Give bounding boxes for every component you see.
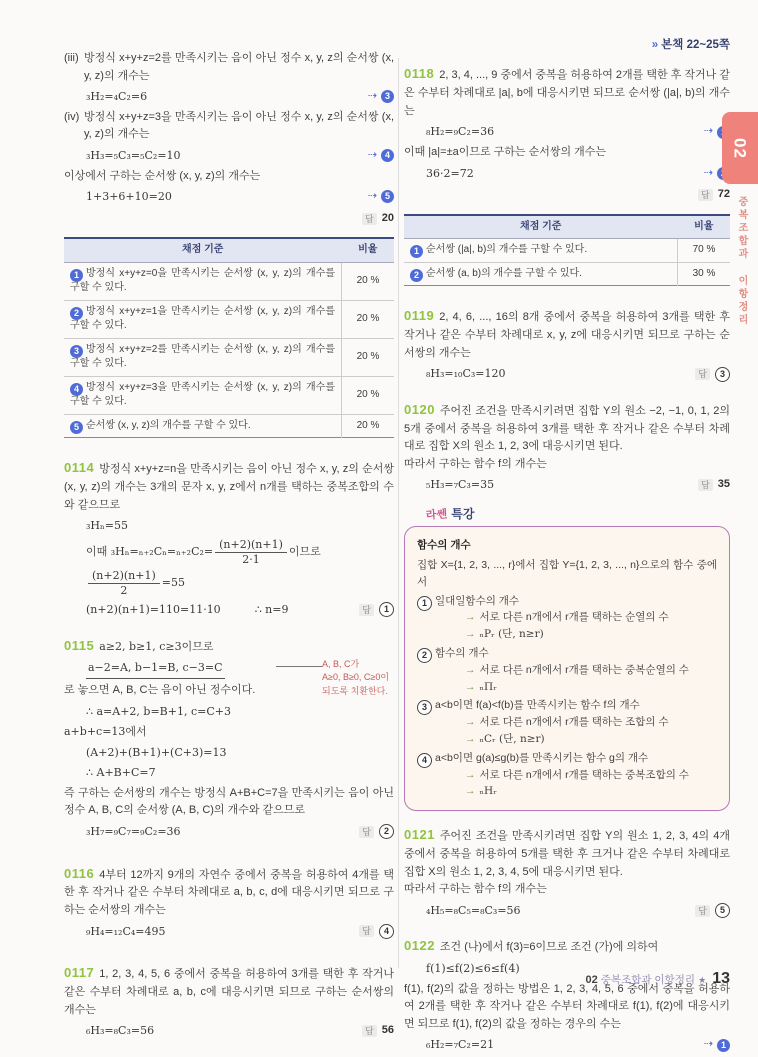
criteria-header: 채점 기준 — [404, 215, 678, 239]
problem-body: 2, 3, 4, ..., 9 중에서 중복을 허용하여 2개를 택한 후 작거나 같은 수부터 차례대로 |a|, b에 대응시키면 되므로 순서쌍 (|a|, b)의 개수는 — [404, 69, 730, 117]
answer-circled: 2 — [379, 824, 394, 839]
lecture-item: 2 함수의 개수 → 서로 다른 n개에서 r개를 택하는 중복순열의 수 → ₙΠᵣ — [417, 645, 717, 695]
fraction: $\frac{(n+2)(n+1)}{2\cdot 1}$ — [215, 538, 287, 567]
page-footer — [404, 966, 730, 992]
row-badge: 3 — [70, 345, 83, 358]
answer-circled: 5 — [715, 903, 730, 918]
row-badge: 5 — [70, 421, 83, 434]
dashed-arrow-icon: ⇢ — [703, 1038, 713, 1051]
right-column — [404, 36, 730, 1057]
criteria-text: 순서쌍 (x, y, z)의 개수를 구할 수 있다. — [86, 419, 251, 431]
row-badge: 1 — [70, 269, 83, 282]
criteria-text: 순서쌍 (|a|, b)의 개수를 구할 수 있다. — [426, 244, 588, 256]
row-badge: 4 — [70, 383, 83, 396]
lecture-item: 4 a<b이면 g(a)≤g(b)를 만족시키는 함수 g의 개수 → 서로 다른 n개에서 r개를 택하는 중복조합의 수 → ₙHᵣ — [417, 750, 717, 800]
chapter-number: 02 — [730, 137, 750, 159]
substitution-underlined: a−2=A, b−1=B, c−3=C — [86, 659, 225, 679]
formula: (A+2)+(B+1)+(C+3)=13 — [86, 745, 227, 759]
margin-note: A, B, C가 A≥0, B≥0, C≥0이 되도록 치환한다. — [322, 658, 390, 696]
case-iii-text: (iii) 방정식 x+y+z=2를 만족시키는 음이 아닌 정수 x, y, z의 순서쌍 (x, y, z)의 개수는 — [64, 52, 394, 82]
line: 따라서 구하는 함수 f의 개수는 — [404, 457, 547, 470]
answer-row — [64, 210, 394, 228]
grading-table-right — [404, 214, 730, 287]
problem-body: 조건 (나)에서 f(3)=6이므로 조건 (가)에 의하여 — [439, 941, 659, 954]
step-badge: 1 — [717, 1039, 730, 1052]
lecture-item: 3 a<b이면 f(a)<f(b)를 만족시키는 함수 f의 개수 → 서로 다른 n개에서 r개를 택하는 조합의 수 → ₙCᵣ (단, n≥r) — [417, 697, 717, 747]
ratio-value: 20 % — [342, 376, 395, 414]
note-connector-line — [276, 666, 322, 667]
formula-row: ₆H₂=₇C₂=21 ⇢ 1 — [404, 1036, 730, 1054]
chevron-icon: » — [651, 39, 659, 51]
grading-table-left — [64, 237, 394, 438]
problem-0118 — [404, 64, 730, 203]
chapter-title-vertical: 중복조합과 이항정리 — [736, 196, 747, 327]
problem-number: 0117 — [64, 965, 95, 981]
special-lecture — [404, 505, 730, 811]
problem-0119 — [404, 306, 730, 383]
answer-box-icon: 답 — [695, 905, 710, 917]
problem-0116 — [64, 864, 394, 941]
item-number: 1 — [417, 596, 432, 611]
formula: ₃Hₙ=55 — [86, 519, 128, 533]
problem-number: 0118 — [404, 66, 435, 82]
problem-number: 0119 — [404, 308, 435, 324]
problem-number: 0115 — [64, 637, 95, 653]
case-iii-label: (iii) — [64, 52, 79, 64]
dashed-arrow-icon: ⇢ — [367, 148, 377, 161]
final-line: ₄H₅=₈C₅=₈C₃=56 답 5 — [404, 902, 730, 920]
answer-row — [404, 186, 730, 204]
item-head: a<b이면 g(a)≤g(b)를 만족시키는 함수 g의 개수 — [435, 751, 649, 764]
criteria-text: 방정식 x+y+z=3을 만족시키는 순서쌍 (x, y, z)의 개수를 구할 수 있다. — [70, 381, 335, 408]
ratio-value: 20 % — [342, 300, 395, 338]
case-iv-label: (iv) — [64, 110, 80, 123]
final-line: ₅H₃=₇C₃=35 답 35 — [404, 476, 730, 494]
problem-number: 0122 — [404, 938, 435, 954]
problem-body: 방정식 x+y+z=n을 만족시키는 음이 아닌 정수 x, y, z의 순서쌍 (x, y, z)의 개수는 3개의 문자 x, y, z에서 n개를 택하는 중복조합의 수와 같으므로 — [64, 463, 394, 511]
item-head: 함수의 개수 — [435, 646, 489, 659]
problem-0120 — [404, 400, 730, 494]
problem-0121 — [404, 825, 730, 919]
answer-circled: 4 — [379, 924, 394, 939]
final-line: ₉H₄=₁₂C₄=495 답 4 — [64, 923, 394, 941]
step-marker — [368, 188, 394, 206]
page-reference: » 본책 22~25쪽 — [651, 39, 730, 51]
ratio-value: 20 % — [342, 338, 395, 376]
dashed-arrow-icon: ⇢ — [367, 90, 377, 103]
ratio-value: 70 % — [678, 239, 731, 263]
item-number: 4 — [417, 753, 432, 768]
criteria-text: 방정식 x+y+z=0을 만족시키는 순서쌍 (x, y, z)의 개수를 구할 수 있다. — [70, 267, 335, 294]
problem-body: 주어진 조건을 만족시키려면 집합 Y의 원소 1, 2, 3, 4의 4개 중에서 중복을 허용하여 5개를 택한 후 크거나 같은 수부터 차례대로 집합 X의 원소 1, 2, 3, 4, 5에 대응시키면 된다. — [404, 830, 730, 878]
final-line: ₈H₃=₁₀C₃=120 답 3 — [404, 365, 730, 383]
left-column — [64, 50, 394, 1043]
answer-box-icon: 답 — [359, 604, 374, 616]
table-row — [64, 376, 394, 414]
answer-box-icon: 답 — [362, 1025, 377, 1037]
problem-body: 4부터 12까지 9개의 자연수 중에서 중복을 허용하여 4개를 택한 후 작거나 같은 수부터 차례대로 a, b, c, d에 대응시키면 되므로 구하는 순서쌍의 개수는 — [64, 868, 394, 917]
answer-value: 72 — [717, 188, 730, 201]
arrow-icon: → — [465, 611, 476, 624]
grading-header — [64, 238, 394, 262]
problem-0122 — [404, 936, 730, 1054]
step-badge: 5 — [381, 190, 394, 203]
lecture-tag — [426, 505, 730, 524]
formula: 1+3+6+10=20 — [86, 190, 172, 204]
answer-value: 20 — [381, 211, 394, 224]
case-iii-formula-row — [64, 88, 394, 106]
step-marker — [368, 88, 394, 106]
star-icon: ★ — [698, 975, 707, 985]
line: 이때 |a|=±a이므로 구하는 순서쌍의 개수는 — [404, 145, 607, 158]
problem-number: 0121 — [404, 827, 435, 843]
line: f(1), f(2)의 값을 정하는 방법은 1, 2, 3, 4, 5, 6 중에서 중복을 허용하여 2개를 택한 후 작거나 같은 수부터 차례대로 f(1), f(2)에 대응시키면 되므로 f(1), f(2)의 값을 정하는 경우의 수는 — [404, 982, 730, 1030]
footer-chapter-number: 02 — [585, 974, 598, 986]
step-badge: 4 — [381, 149, 394, 162]
answer-box-icon: 답 — [359, 826, 374, 838]
problem-number: 0114 — [64, 460, 95, 476]
formula-with-fraction: 이때 ₃Hₙ=ₙ₊₂Cₙ=ₙ₊₂C₂= $\frac{(n+2)(n+1)}{2\cdot 1}$ 이므로 — [86, 537, 321, 566]
arrow-icon: → — [465, 663, 476, 676]
criteria-text: 방정식 x+y+z=2를 만족시키는 순서쌍 (x, y, z)의 개수를 구할 수 있다. — [70, 343, 335, 370]
criteria-header: 채점 기준 — [64, 238, 342, 262]
dashed-arrow-icon: ⇢ — [367, 190, 377, 203]
formula-row: ₈H₂=₉C₂=36 ⇢ — [404, 123, 730, 141]
final-line: ₆H₃=₈C₃=56 답 56 — [64, 1022, 394, 1040]
case-iv-formula-row — [64, 147, 394, 165]
lecture-item: 1 일대일함수의 개수 → 서로 다른 n개에서 r개를 택하는 순열의 수 → ₙPᵣ (단, n≥r) — [417, 593, 717, 643]
line: a+b+c=13에서 — [64, 725, 147, 739]
problem-0115 — [64, 636, 394, 841]
line: 로 놓으면 A, B, C는 음이 아닌 정수이다. — [64, 683, 256, 696]
table-row — [64, 300, 394, 338]
formula: ₃H₃=₅C₃=₅C₂=10 — [86, 148, 181, 162]
row-badge: 2 — [410, 269, 423, 282]
grading-header — [404, 215, 730, 239]
problem-body: a≥2, b≥1, c≥3이므로 — [99, 639, 214, 653]
criteria-text: 순서쌍 (a, b)의 개수를 구할 수 있다. — [426, 267, 582, 279]
answer-value: 35 — [717, 478, 730, 491]
formula: ∴ A+B+C=7 — [86, 766, 156, 780]
problem-number: 0120 — [404, 401, 435, 417]
arrow-icon: → — [465, 785, 476, 798]
sum-formula-row — [64, 188, 394, 206]
fraction: $\frac{(n+2)(n+1)}{2}$ — [88, 569, 160, 598]
problem-0117 — [64, 963, 394, 1040]
final-line: ₃H₇=₉C₇=₉C₂=36 답 2 — [64, 823, 394, 841]
table-row — [64, 262, 394, 300]
dashed-arrow-icon: ⇢ — [703, 125, 713, 138]
final-line: (n+2)(n+1)=110=11·10 ∴ n=9 답 1 — [64, 601, 394, 619]
problem-0114 — [64, 458, 394, 618]
footer-chapter-title: 중복조합과 이항정리 — [600, 974, 695, 986]
problem-body: 1, 2, 3, 4, 5, 6 중에서 중복을 허용하여 3개를 택한 후 작거나 같은 수부터 차례대로 a, b, c에 대응시키면 되므로 구하는 순서쌍의 개수는 — [64, 968, 394, 1016]
problem-body: 2, 4, 6, ..., 16의 8개 중에서 중복을 허용하여 3개를 택한 후 작거나 같은 수부터 차례대로 x, y, z에 대응시키면 되므로 구하는 순서쌍의 개수는 — [404, 311, 730, 359]
sum-text: 이상에서 구하는 순서쌍 (x, y, z)의 개수는 — [64, 169, 261, 182]
lecture-intro: 집합 X={1, 2, 3, ..., r}에서 집합 Y={1, 2, 3, ..., n}으로의 함수 중에서 — [417, 558, 717, 588]
problem-number: 0116 — [64, 865, 95, 881]
line: 즉 구하는 순서쌍의 개수는 방정식 A+B+C=7을 만족시키는 음이 아닌 정수 A, B, C의 순서쌍 (A, B, C)의 개수와 같으므로 — [64, 786, 394, 817]
formula-row: 36·2=72 ⇢ — [404, 165, 730, 183]
ratio-value: 20 % — [342, 414, 395, 438]
arrow-icon: → — [465, 628, 476, 641]
row-badge: 2 — [70, 307, 83, 320]
item-head: a<b이면 f(a)<f(b)를 만족시키는 함수 f의 개수 — [435, 699, 640, 712]
formula-with-fraction: $\frac{(n+2)(n+1)}{2}$ =55 — [64, 569, 394, 598]
column-divider — [398, 58, 399, 968]
ratio-value: 20 % — [342, 262, 395, 300]
problem-body: 주어진 조건을 만족시키려면 집합 Y의 원소 −2, −1, 0, 1, 2의 5개 중에서 중복을 허용하여 3개를 택한 후 작거나 같은 수부터 차례대로 집합 X의 원소 1, 2, 3에 대응시키면 된다. — [404, 404, 730, 453]
arrow-icon: → — [465, 680, 476, 693]
arrow-icon: → — [465, 716, 476, 729]
answer-value: 56 — [381, 1024, 394, 1037]
ratio-header: 비율 — [342, 238, 395, 262]
ratio-header: 비율 — [678, 215, 731, 239]
answer-circled: 3 — [715, 367, 730, 382]
item-number: 2 — [417, 648, 432, 663]
answer-box-icon: 답 — [698, 479, 713, 491]
lecture-label: 특강 — [451, 507, 475, 521]
brand-label: 라쎈 — [425, 507, 448, 522]
page-number: 13 — [712, 970, 730, 987]
step-marker — [368, 147, 394, 165]
answer-box-icon: 답 — [698, 189, 713, 201]
case-iv-text: (iv) 방정식 x+y+z=3을 만족시키는 음이 아닌 정수 x, y, z의 순서쌍 (x, y, z)의 개수는 — [64, 110, 394, 141]
lecture-title: 함수의 개수 — [417, 539, 471, 552]
row-badge: 1 — [410, 245, 423, 258]
step-badge: 3 — [381, 90, 394, 103]
formula: f(1)≤f(2)≤6≤f(4) — [426, 962, 520, 976]
table-row — [404, 239, 730, 263]
dashed-arrow-icon: ⇢ — [703, 166, 713, 179]
table-row — [64, 414, 394, 438]
ratio-value: 30 % — [678, 262, 731, 286]
lecture-box — [404, 526, 730, 811]
item-number: 3 — [417, 700, 432, 715]
arrow-icon: → — [465, 768, 476, 781]
formula: ₃H₂=₄C₂=6 — [86, 90, 148, 104]
answer-box-icon: 답 — [359, 925, 374, 937]
answer-box-icon: 답 — [695, 368, 710, 380]
chapter-tab[interactable] — [722, 112, 758, 184]
formula: ∴ a=A+2, b=B+1, c=C+3 — [86, 704, 231, 718]
answer-box-icon: 답 — [362, 213, 377, 225]
criteria-text: 방정식 x+y+z=1을 만족시키는 순서쌍 (x, y, z)의 개수를 구할 수 있다. — [70, 305, 335, 332]
table-row — [64, 338, 394, 376]
answer-circled: 1 — [379, 602, 394, 617]
line: 따라서 구하는 함수 f의 개수는 — [404, 883, 547, 896]
step-marker — [704, 1036, 730, 1054]
item-head: 일대일함수의 개수 — [435, 594, 520, 607]
arrow-icon: → — [465, 732, 476, 745]
table-row — [404, 262, 730, 286]
